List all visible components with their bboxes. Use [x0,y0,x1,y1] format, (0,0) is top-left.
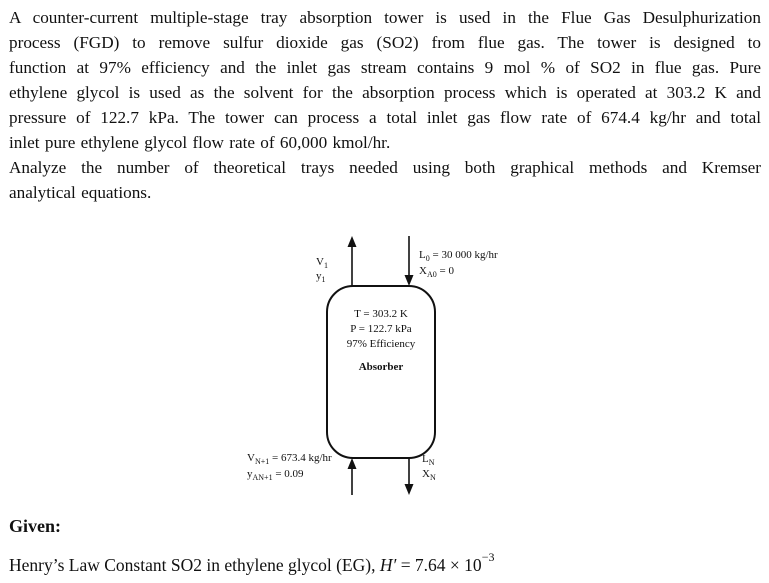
problem-line: pressure of 122.7 kPa. The tower can process a total inlet gas flow rate of 674.4 kg/hr and total [9,108,761,127]
pressure-label: P = 122.7 kPa [350,323,412,335]
v1-label: $V_1$ [316,256,328,271]
xa0-label: $X_{A0} = 0$ [419,265,454,280]
vn1-label: $V_{N+1} = 673.4$ kg/hr [247,452,332,467]
problem-line: analytical equations. [9,183,152,202]
liquid-inlet-arrow-icon [405,275,414,286]
absorber-label: Absorber [358,361,404,373]
given-heading: Given: [9,516,61,536]
ln-label: $L_N$ [422,453,435,468]
temperature-label: T = 303.2 K [354,308,408,320]
problem-line: A counter-current multiple-stage tray absorption tower is used in the Flue Gas Desulphurization [9,8,761,27]
efficiency-label: 97% Efficiency [346,338,416,350]
yan1-label: $y_{AN+1} = 0.09$ [247,468,304,483]
xn-label: $X_N$ [422,468,436,483]
henry-constant: Henry’s Law Constant SO2 in ethylene glycol (EG), $H' = 7.64 \times 10^{-3}$ [9,550,495,575]
liquid-outlet-arrow-icon [405,484,414,495]
y1-label: $y_1$ [316,270,326,285]
gas-inlet-arrow-icon [348,458,357,469]
problem-line: Analyze the number of theoretical trays needed using both graphical methods and Kremser [9,158,761,177]
problem-line: process (FGD) to remove sulfur dioxide gas (SO2) from flue gas. The tower is designed to [9,33,761,52]
problem-statement [9,5,761,205]
problem-line: inlet pure ethylene glycol flow rate of 60,000 kmol/hr. [9,133,391,152]
problem-line: function at 97% efficiency and the inlet gas stream contains 9 mol % of SO2 in flue gas. Pure [9,58,761,77]
problem-line: ethylene glycol is used as the solvent for the absorption process which is operated at 303.2 K and [9,83,761,102]
gas-outlet-arrow-icon [348,236,357,247]
l0-label: $L_0 = 30$ 000 kg/hr [419,249,498,264]
